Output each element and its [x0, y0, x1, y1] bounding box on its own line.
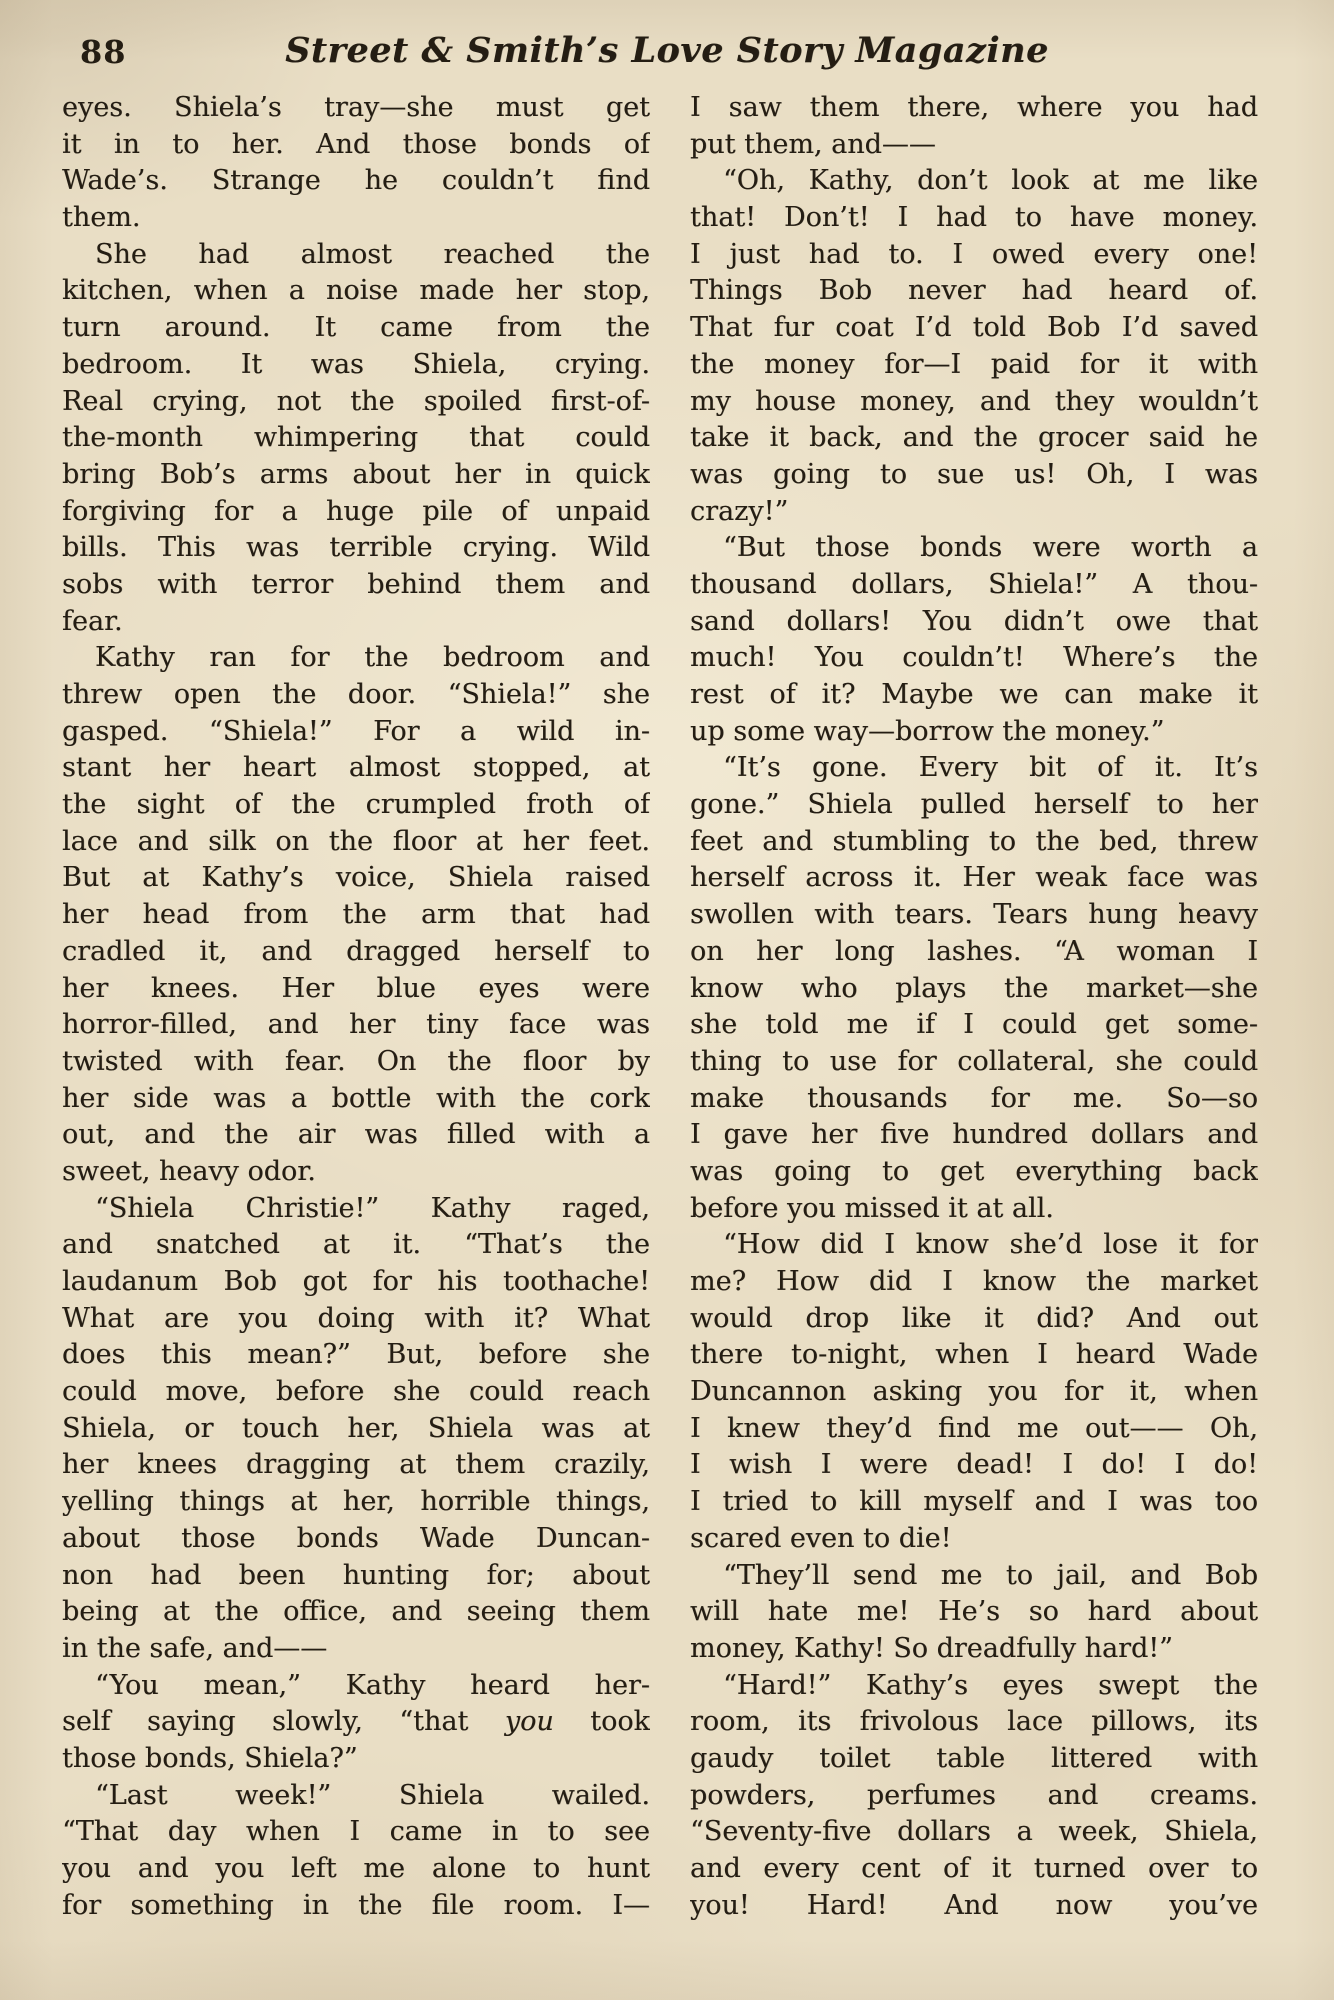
text-line: thing to use for collateral, she could: [690, 1045, 1258, 1077]
text-line: “Seventy-five dollars a week, Shiela,: [690, 1816, 1258, 1848]
text-line: in the safe, and——: [62, 1632, 328, 1664]
text-line: and snatched at it. “That’s the: [62, 1229, 650, 1261]
text-line: I tried to kill myself and I was too: [690, 1486, 1258, 1518]
text-line: she told me if I could get some-: [690, 1009, 1258, 1041]
text-line: her knees dragging at them crazily,: [62, 1449, 650, 1481]
text-line: Wade’s. Strange he couldn’t find: [62, 165, 650, 197]
text-line: scared even to die!: [690, 1522, 952, 1554]
text-line: being at the office, and seeing them: [62, 1596, 650, 1628]
text-line: room, its frivolous lace pillows, its: [690, 1706, 1258, 1738]
text-line: her head from the arm that had: [62, 899, 650, 931]
text-line: gasped. “Shiela!” For a wild in-: [62, 715, 650, 747]
text-line: you! Hard! And now you’ve: [690, 1889, 1258, 1921]
text-line: put them, and——: [690, 128, 936, 160]
text-line: out, and the air was filled with a: [62, 1119, 650, 1151]
text-line: much! You couldn’t! Where’s the: [690, 642, 1258, 674]
page-number: 88: [80, 33, 127, 71]
text-line: horror-filled, and her tiny face was: [62, 1009, 650, 1041]
text-line: her side was a bottle with the cork: [62, 1082, 650, 1114]
text-line: the-month whimpering that could: [62, 422, 650, 454]
text-line: herself across it. Her weak face was: [690, 862, 1258, 894]
text-line: there to-night, when I heard Wade: [690, 1339, 1258, 1371]
text-column-left: [62, 90, 650, 1924]
text-line: turn around. It came from the: [62, 312, 650, 344]
text-line: I knew they’d find me out—— Oh,: [690, 1412, 1258, 1444]
text-line: bring Bob’s arms about her in quick: [62, 458, 650, 490]
text-line: and every cent of it turned over to: [690, 1853, 1258, 1884]
text-line: I saw them there, where you had: [690, 92, 1258, 123]
text-line: “You mean,” Kathy heard her-: [95, 1669, 650, 1701]
text-line: non had been hunting for; about: [62, 1559, 650, 1591]
text-line: gaudy toilet table littered with: [690, 1742, 1258, 1774]
text-line: me? How did I know the market: [690, 1266, 1258, 1297]
text-line: “They’ll send me to jail, and Bob: [723, 1559, 1258, 1591]
text-line: self saying slowly, “that you took: [62, 1706, 650, 1738]
text-line: stant her heart almost stopped, at: [62, 752, 650, 784]
text-line: would drop like it did? And out: [690, 1302, 1258, 1334]
text-line: her knees. Her blue eyes were: [62, 972, 650, 1004]
text-line: Real crying, not the spoiled first-of-: [62, 385, 650, 417]
text-line: Duncannon asking you for it, when: [690, 1376, 1258, 1408]
text-line: eyes. Shiela’s tray—she must get: [62, 92, 650, 123]
text-line: sobs with terror behind them and: [62, 568, 650, 600]
text-line: sand dollars! You didn’t owe that: [690, 605, 1258, 637]
text-line: bills. This was terrible crying. Wild: [62, 532, 650, 564]
text-line: But at Kathy’s voice, Shiela raised: [62, 862, 650, 894]
text-line: could move, before she could reach: [62, 1376, 650, 1408]
text-line: know who plays the market—she: [690, 972, 1258, 1004]
text-line: rest of it? Maybe we can make it: [690, 679, 1258, 710]
text-line: fear.: [62, 605, 123, 637]
text-line: laudanum Bob got for his toothache!: [62, 1266, 650, 1297]
text-line: does this mean?” But, before she: [62, 1339, 650, 1371]
running-title: Street & Smith’s Love Story Magazine: [285, 30, 1049, 71]
text-line: lace and silk on the floor at her feet.: [62, 825, 650, 857]
text-line: “Last week!” Shiela wailed.: [95, 1779, 650, 1811]
text-line: for something in the file room. I—: [62, 1889, 650, 1921]
text-line: “Shiela Christie!” Kathy raged,: [95, 1192, 650, 1224]
text-line: threw open the door. “Shiela!” she: [62, 679, 650, 710]
text-line: I just had to. I owed every one!: [690, 238, 1258, 270]
text-line: That fur coat I’d told Bob I’d saved: [690, 312, 1258, 344]
text-line: She had almost reached the: [95, 238, 650, 270]
text-line: swollen with tears. Tears hung heavy: [690, 899, 1258, 931]
text-line: “It’s gone. Every bit of it. It’s: [723, 752, 1258, 784]
text-line: Things Bob never had heard of.: [690, 275, 1258, 307]
text-line: thousand dollars, Shiela!” A thou-: [690, 568, 1258, 600]
text-line: I gave her five hundred dollars and: [690, 1119, 1258, 1151]
text-line: bedroom. It was Shiela, crying.: [62, 348, 650, 380]
text-line: make thousands for me. So—so: [690, 1082, 1258, 1114]
text-line: “But those bonds were worth a: [723, 532, 1258, 564]
text-line: “How did I know she’d lose it for: [723, 1229, 1258, 1261]
text-line: will hate me! He’s so hard about: [690, 1596, 1258, 1628]
text-line: about those bonds Wade Duncan-: [62, 1522, 650, 1554]
text-line: crazy!”: [690, 495, 789, 527]
text-line: cradled it, and dragged herself to: [62, 935, 650, 967]
text-line: that! Don’t! I had to have money.: [690, 202, 1258, 234]
text-line: kitchen, when a noise made her stop,: [62, 275, 650, 307]
text-line: those bonds, Shiela?”: [62, 1742, 358, 1774]
text-line: before you missed it at all.: [690, 1192, 1054, 1224]
text-line: yelling things at her, horrible things,: [62, 1486, 650, 1518]
text-line: was going to get everything back: [690, 1155, 1258, 1187]
text-line: you and you left me alone to hunt: [62, 1853, 650, 1884]
text-line: was going to sue us! Oh, I was: [690, 458, 1258, 490]
text-line: up some way—borrow the money.”: [690, 715, 1165, 747]
text-line: Shiela, or touch her, Shiela was at: [62, 1412, 650, 1444]
text-line: my house money, and they wouldn’t: [690, 385, 1258, 417]
text-line: on her long lashes. “A woman I: [690, 935, 1258, 967]
text-line: the money for—I paid for it with: [690, 348, 1258, 380]
text-line: Kathy ran for the bedroom and: [95, 642, 650, 674]
text-line: forgiving for a huge pile of unpaid: [62, 495, 650, 527]
text-column-right: [690, 90, 1258, 1924]
text-line: feet and stumbling to the bed, threw: [690, 825, 1258, 857]
text-line: twisted with fear. On the floor by: [62, 1045, 650, 1077]
text-line: it in to her. And those bonds of: [62, 128, 650, 160]
text-line: money, Kathy! So dreadfully hard!”: [690, 1632, 1173, 1664]
text-line: powders, perfumes and creams.: [690, 1779, 1258, 1811]
text-line: sweet, heavy odor.: [62, 1155, 316, 1187]
text-line: What are you doing with it? What: [62, 1302, 650, 1334]
text-line: “Oh, Kathy, don’t look at me like: [723, 165, 1258, 197]
text-line: take it back, and the grocer said he: [690, 422, 1258, 454]
text-line: “Hard!” Kathy’s eyes swept the: [723, 1669, 1258, 1701]
text-line: gone.” Shiela pulled herself to her: [690, 789, 1258, 821]
text-line: the sight of the crumpled froth of: [62, 789, 650, 821]
text-line: “That day when I came in to see: [62, 1816, 650, 1848]
text-line: them.: [62, 202, 141, 234]
running-header: [0, 0, 1334, 86]
text-line: I wish I were dead! I do! I do!: [690, 1449, 1258, 1481]
